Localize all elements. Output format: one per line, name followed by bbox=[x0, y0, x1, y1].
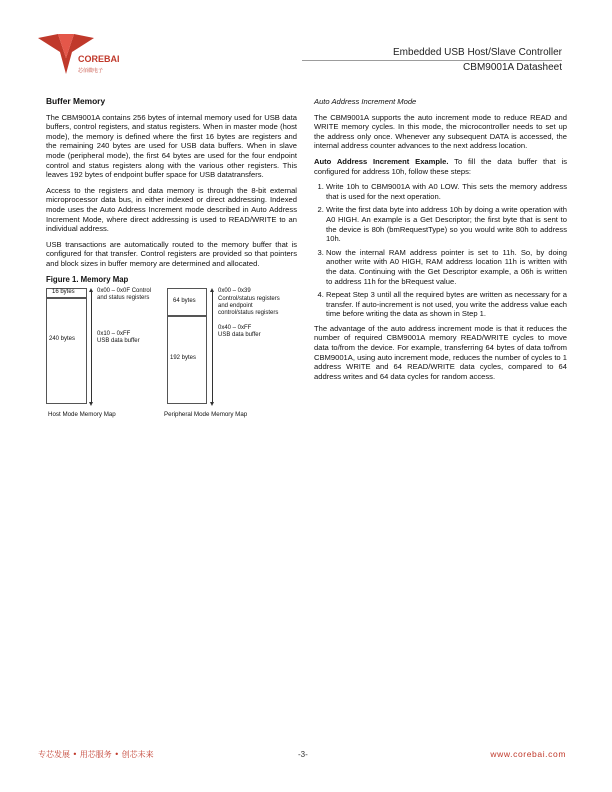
arrow-down-icon bbox=[210, 402, 214, 406]
list-item: 4. Repeat Step 3 until all the required bytes are written as necessary for a transfer. If auto-increment is not used, you write the address value each time before writing the data as shown in Step 1. bbox=[326, 290, 567, 319]
logo-subtext: 芯佰微电子 bbox=[78, 68, 104, 74]
arrow-up-icon bbox=[89, 288, 93, 292]
paragraph: The advantage of the auto address increment mode is that it reduces the number of required CBM9001A memory READ/WRITE cycles to move data to/from the device. For example, transferring 64 bytes of data to/from CBM9001A, using auto increment mode, reduces the number of cycles to 1 address WRITE and 64 READ/WRITE data cycles, compared to 64 address writes and 64 data cycles for random access. bbox=[314, 323, 567, 381]
paragraph: USB transactions are automatically routed to the memory buffer that is configured for that transfer. Control registers are provided so that pointers and block sizes in buffer memory are determined and allocated. bbox=[46, 239, 297, 268]
paragraph: Access to the registers and data memory is through the 8-bit external microprocessor data bus, in either indexed or direct addressing. Indexed mode uses the Auto Address Increment mode described in Auto Address Increment Mode, where direct addressing is used to READ/WRITE to an individual address. bbox=[46, 185, 297, 234]
peripheral-desc-2: USB data buffer bbox=[218, 332, 261, 339]
page-number: -3- bbox=[298, 750, 308, 759]
host-range-line bbox=[91, 291, 92, 402]
logo-text: COREBAI bbox=[78, 54, 120, 64]
example-title: Auto Address Increment Example. bbox=[314, 156, 449, 166]
header-title: Embedded USB Host/Slave Controller bbox=[393, 47, 562, 58]
example-intro: To fill the data buffer that is configured for address 10h, follow these steps: bbox=[314, 156, 567, 176]
peripheral-size-1: 64 bytes bbox=[173, 298, 196, 305]
paragraph: The CBM9001A contains 256 bytes of internal memory used for USB data buffers, control registers, and status registers. When in master mode (host mode), the memory is defined where the first 16 bytes are registers and the remaining 240 bytes are used for USB data buffers. When in slave mode (peripheral mode), the first 64 bytes are used for the four endpoint control and status registers along with the various other registers. This leaves 192 bytes of endpoint buffer space for USB datatransfers. bbox=[46, 112, 297, 180]
peripheral-desc-1b: and endpoint bbox=[218, 303, 253, 310]
peripheral-range-line bbox=[212, 291, 213, 402]
arrow-down-icon bbox=[89, 402, 93, 406]
corebai-logo bbox=[36, 28, 146, 78]
right-column bbox=[314, 97, 567, 387]
example-paragraph bbox=[314, 157, 567, 176]
header-rule bbox=[302, 60, 562, 61]
list-item: 3. Now the internal RAM address pointer is set to 11h. So, by doing another write with A0 HIGH, RAM address location 11h is written with the data. Continuing with the Get Descriptor example, a 06h is written to address 11h for the bRequest value. bbox=[326, 248, 567, 286]
host-range-1: 0x00 – 0x0F Control bbox=[97, 288, 152, 295]
header-subtitle: CBM9001A Datasheet bbox=[463, 62, 562, 73]
peripheral-range-2: 0x40 – 0xFF bbox=[218, 325, 252, 332]
arrow-up-icon bbox=[210, 288, 214, 292]
peripheral-desc-1c: control/status registers bbox=[218, 310, 279, 317]
host-map-caption: Host Mode Memory Map bbox=[48, 411, 116, 419]
paragraph: The CBM9001A supports the auto increment mode to reduce READ and WRITE memory cycles. In this mode, the microcontroller needs to set up the address only once. Whenever any subsequent DATA is accessed, the internal address counter advances to the next address location. bbox=[314, 112, 567, 151]
host-buffer-block bbox=[46, 298, 87, 404]
host-size-2: 240 bytes bbox=[49, 336, 76, 343]
list-item: 2. Write the first data byte into address 10h by doing a write operation with A0 HIGH. An example is a Get Descriptor; the first byte that is sent to the device is 80h (bmRequestType) so you would write 80h to address 10h. bbox=[326, 205, 567, 243]
peripheral-desc-1a: Control/status registers bbox=[218, 296, 280, 303]
list-item: 1. Write 10h to CBM9001A with A0 LOW. This sets the memory address that is used for the next operation. bbox=[326, 182, 567, 201]
peripheral-range-1: 0x00 – 0x39 bbox=[218, 288, 251, 295]
host-range-2: 0x10 – 0xFF bbox=[97, 331, 131, 338]
left-column bbox=[46, 97, 297, 418]
steps-list bbox=[314, 182, 567, 319]
memory-map-figure bbox=[46, 288, 297, 418]
host-desc-2: USB data buffer bbox=[97, 338, 140, 345]
footer-url[interactable]: www.corebai.com bbox=[490, 749, 566, 759]
subsection-heading: Auto Address Increment Mode bbox=[314, 97, 417, 106]
footer-slogan: 专芯发展 • 用芯服务 • 创芯未来 bbox=[38, 750, 154, 759]
section-heading: Buffer Memory bbox=[46, 96, 106, 106]
host-desc-1: and status registers bbox=[97, 295, 150, 302]
peripheral-map-caption: Peripheral Mode Memory Map bbox=[164, 411, 248, 419]
peripheral-size-2: 192 bytes bbox=[170, 355, 197, 362]
figure-caption: Figure 1. Memory Map bbox=[46, 274, 129, 284]
host-size-1: 16 bytes bbox=[52, 289, 75, 296]
